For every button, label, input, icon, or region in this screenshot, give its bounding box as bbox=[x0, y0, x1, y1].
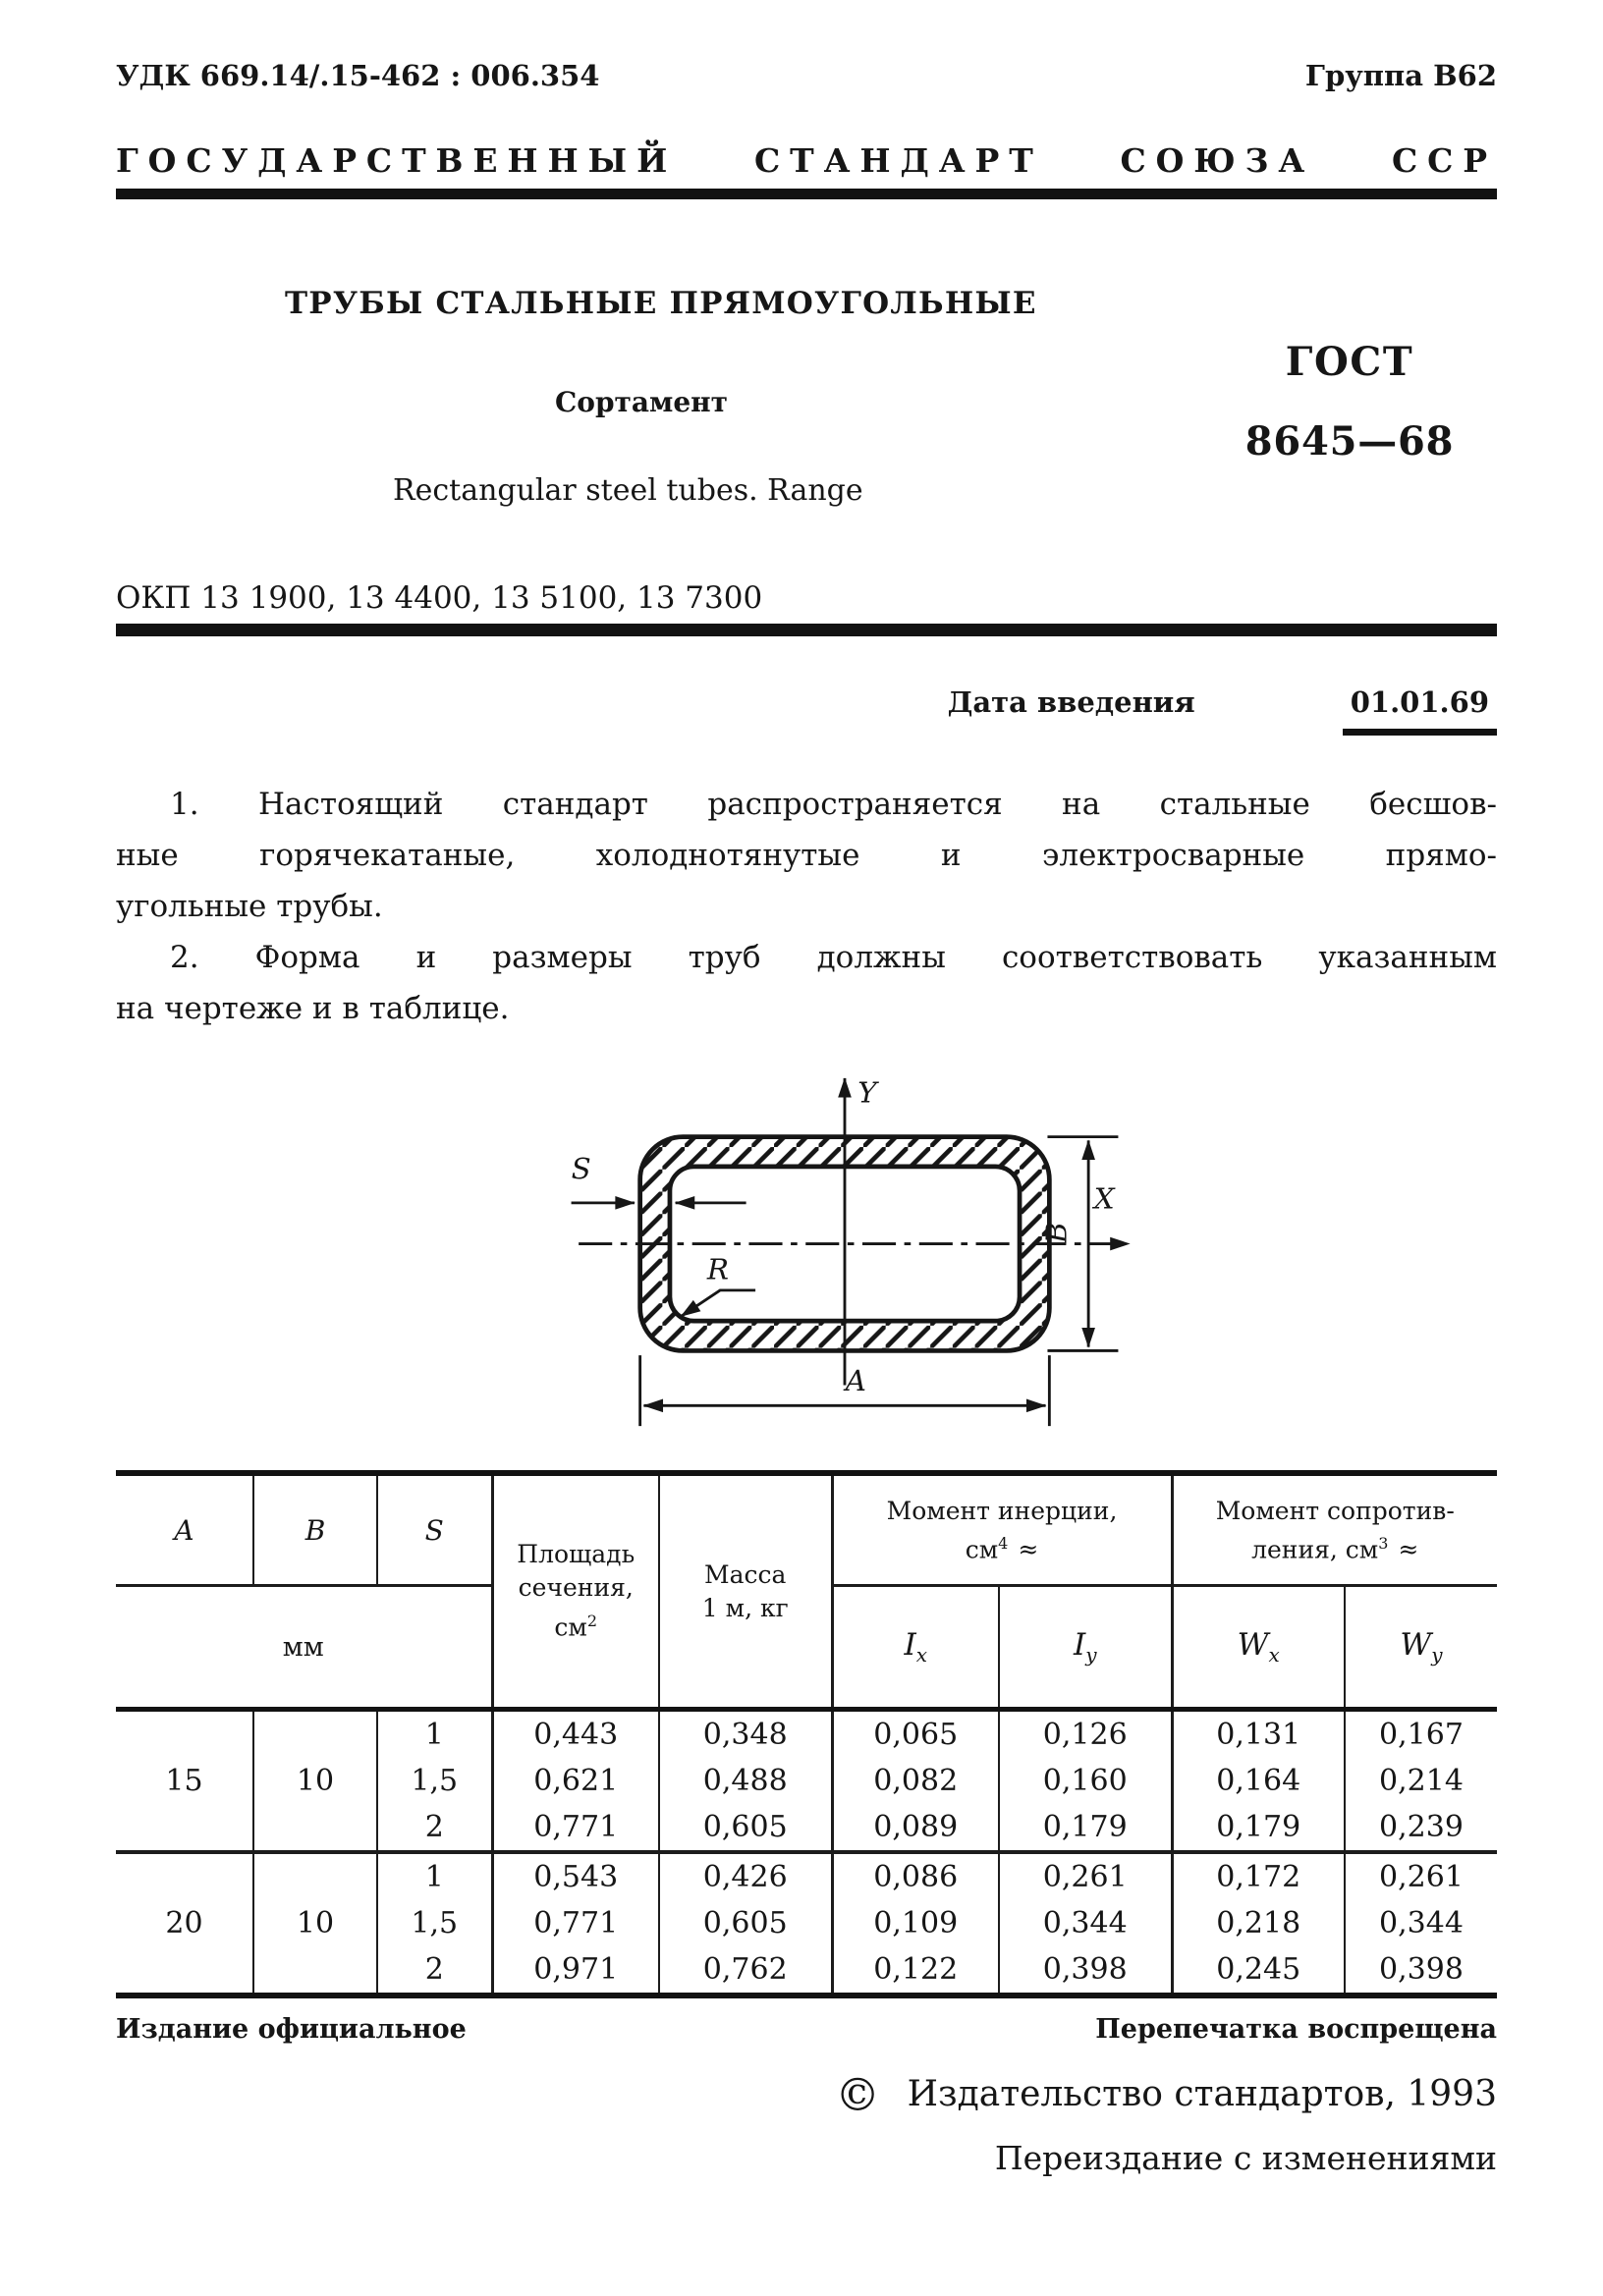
gost-number: 8645—68 bbox=[1244, 418, 1455, 465]
gov-word-3: СОЮЗА bbox=[1120, 141, 1315, 180]
gost-label: ГОСТ bbox=[1285, 339, 1414, 385]
doc-subtitle: Сортамент bbox=[555, 386, 729, 418]
okp-rule bbox=[116, 624, 1497, 636]
paragraph-line: на чертеже и в таблице. bbox=[116, 991, 510, 1026]
col-header-a: A bbox=[116, 1473, 253, 1586]
cell-ix: 0,086 0,109 0,122 bbox=[832, 1852, 999, 1995]
paragraph-1 bbox=[116, 779, 1497, 932]
col-header-resistance: Момент сопротив- ления, $см^3$ ≈ bbox=[1172, 1473, 1497, 1586]
body-text bbox=[116, 779, 1497, 1034]
cell-a: 20 bbox=[165, 1906, 203, 1941]
top-codes-row bbox=[116, 59, 1497, 92]
radius-label: R bbox=[706, 1252, 729, 1286]
doc-title: ТРУБЫ СТАЛЬНЫЕ ПРЯМОУГОЛЬНЫЕ bbox=[285, 286, 1037, 321]
tube-cross-section-drawing bbox=[528, 1058, 1161, 1449]
title-left-column bbox=[116, 286, 1202, 508]
cell-a: 15 bbox=[116, 1710, 253, 1853]
col-header-s: S bbox=[377, 1473, 492, 1586]
paragraph-line: 1. Настоящий стандарт распространяется на стальные бесшов- bbox=[170, 787, 1497, 822]
paragraph-line: ные горячекатаные, холоднотянутые и электросварные прямо- bbox=[116, 838, 1497, 873]
cell-s: 1 1,5 2 bbox=[377, 1710, 492, 1853]
thickness-label: S bbox=[571, 1152, 591, 1186]
title-section bbox=[116, 286, 1497, 508]
cell-wx: 0,131 0,164 0,179 bbox=[1172, 1710, 1345, 1853]
gov-word-1: ГОСУДАРСТВЕННЫЙ bbox=[116, 141, 678, 180]
copyright-line bbox=[116, 2068, 1497, 2121]
okp-line: ОКП 13 1900, 13 4400, 13 5100, 13 7300 bbox=[116, 580, 763, 616]
col-header-mass: Масса 1 м, кг bbox=[659, 1473, 832, 1710]
reissue-note: Переиздание с изменениями bbox=[994, 2139, 1497, 2177]
cell-wx: 0,172 0,218 0,245 bbox=[1172, 1852, 1345, 1995]
col-header-ix: $I_x$ bbox=[832, 1586, 999, 1710]
table-row-group-15 bbox=[116, 1710, 1497, 1853]
intro-date-value: 01.01.69 bbox=[1343, 685, 1497, 736]
doc-subtitle-en: Rectangular steel tubes. Range bbox=[393, 473, 863, 508]
cell-mass: 0,348 0,488 0,605 bbox=[659, 1710, 832, 1853]
col-header-b: B bbox=[253, 1473, 377, 1586]
cell-ix: 0,065 0,082 0,089 bbox=[832, 1710, 999, 1853]
cell-area: 0,543 0,771 0,971 bbox=[492, 1852, 659, 1995]
dimensions-table bbox=[116, 1470, 1497, 1998]
col-header-wx: $W_x$ bbox=[1172, 1586, 1345, 1710]
gov-word-4: ССР bbox=[1391, 141, 1497, 180]
gov-word-2: СТАНДАРТ bbox=[753, 141, 1043, 180]
cell-mass: 0,426 0,605 0,762 bbox=[659, 1852, 832, 1995]
paragraph-line: угольные трубы. bbox=[116, 889, 383, 924]
header-rule bbox=[116, 189, 1497, 199]
col-header-area: Площадь сечения, $см^2$ bbox=[492, 1473, 659, 1710]
gov-standard-line bbox=[116, 141, 1497, 180]
copyright-icon: © bbox=[835, 2068, 881, 2121]
paragraph-line: 2. Форма и размеры труб должны соответствовать указанным bbox=[170, 940, 1497, 975]
cell-b: 10 bbox=[253, 1852, 377, 1995]
col-header-iy: $I_y$ bbox=[999, 1586, 1172, 1710]
udk-code: УДК 669.14/.15-462 : 006.354 bbox=[116, 59, 600, 92]
reprint-prohibited-note: Перепечатка воспрещена bbox=[1095, 2014, 1497, 2045]
axis-y-label: Y bbox=[857, 1075, 877, 1110]
width-label: A bbox=[845, 1364, 866, 1398]
cell-iy: 0,126 0,160 0,179 bbox=[999, 1710, 1172, 1853]
col-header-wy: $W_y$ bbox=[1345, 1586, 1497, 1710]
official-edition-note: Издание официальное bbox=[116, 2014, 467, 2045]
cell-s: 1 1,5 2 bbox=[377, 1852, 492, 1995]
cell-b: 10 bbox=[253, 1710, 377, 1853]
unit-mm-cell: мм bbox=[282, 1631, 324, 1663]
col-header-inertia: Момент инерции, $см^4$ ≈ bbox=[832, 1473, 1172, 1586]
cell-iy: 0,261 0,344 0,398 bbox=[999, 1852, 1172, 1995]
cell-wy: 0,261 0,344 0,398 bbox=[1345, 1852, 1497, 1995]
cell-area: 0,443 0,621 0,771 bbox=[492, 1710, 659, 1853]
paragraph-2 bbox=[116, 932, 1497, 1034]
table-row-group-20 bbox=[116, 1852, 1497, 1995]
gost-designation-block bbox=[1202, 339, 1497, 508]
axis-x-label: X bbox=[1093, 1181, 1115, 1216]
height-label: B bbox=[1039, 1222, 1074, 1243]
group-code: Группа В62 bbox=[1304, 59, 1497, 92]
publisher-text: Издательство стандартов, 1993 bbox=[907, 2074, 1497, 2114]
intro-date-row bbox=[116, 685, 1497, 736]
footer-notes-row bbox=[116, 2014, 1497, 2045]
cell-wy: 0,167 0,214 0,239 bbox=[1345, 1710, 1497, 1853]
intro-date-label: Дата введения bbox=[947, 685, 1195, 719]
